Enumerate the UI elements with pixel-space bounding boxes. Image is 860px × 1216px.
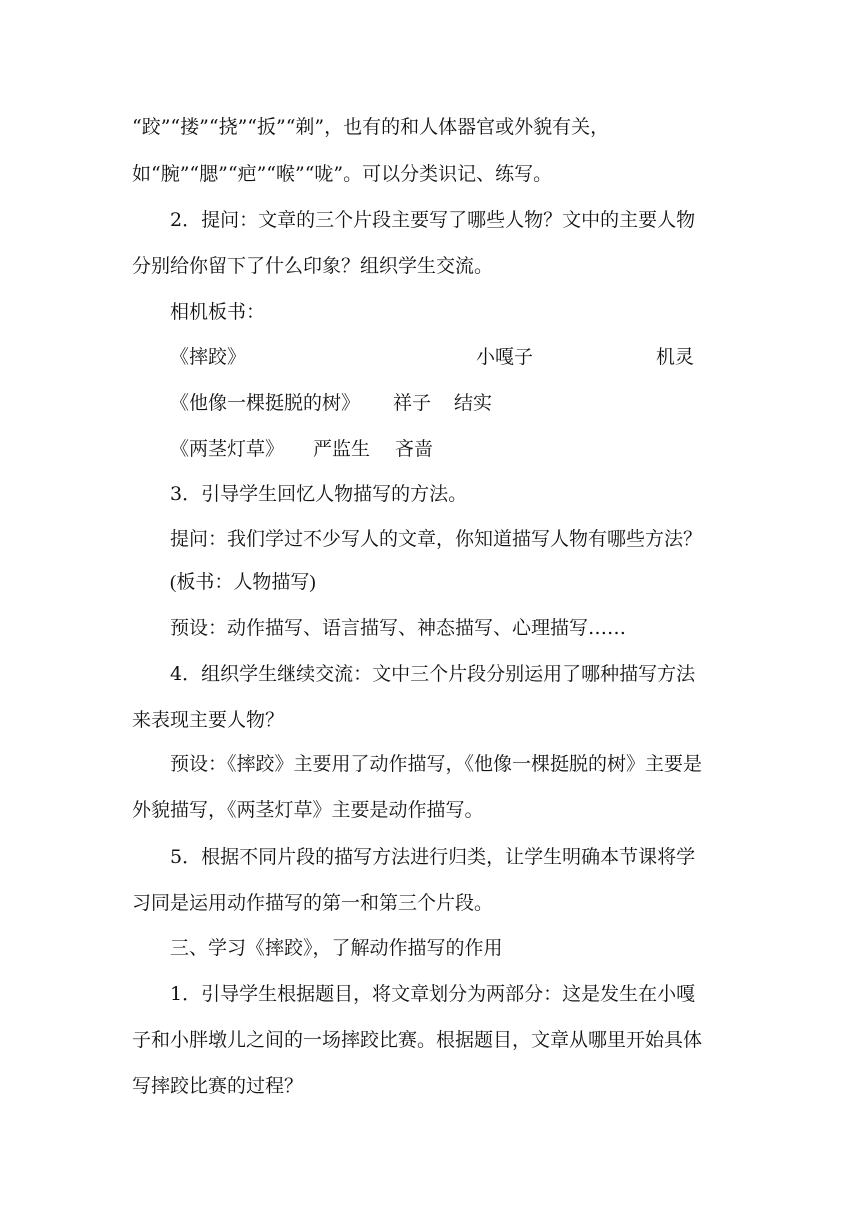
board-heading: 相机板书： — [170, 301, 266, 323]
board-text-title: 《摔跤》 — [170, 346, 247, 368]
paragraph-line: “跤”“搂”“挠”“扳”“剃”，也有的和人体器官或外貌有关， — [132, 116, 610, 138]
paragraph-line: 习同是运用动作描写的第一和第三个片段。 — [132, 892, 494, 914]
paragraph-line: 来表现主要人物？ — [132, 709, 285, 731]
board-character-name: 祥子 — [393, 392, 432, 414]
paragraph-line: 4．组织学生继续交流：文中三个片段分别运用了哪种描写方法 — [170, 663, 696, 685]
board-character-name: 小嘎子 — [476, 346, 534, 368]
paragraph-line: 3．引导学生回忆人物描写的方法。 — [170, 483, 468, 505]
paragraph-line: 5．根据不同片段的描写方法进行归类，让学生明确本节课将学 — [170, 846, 696, 868]
board-character-name: 严监生 — [313, 438, 371, 460]
paragraph-line: 预设：《摔跤》主要用了动作描写，《他像一棵挺脱的树》主要是 — [170, 753, 703, 775]
paragraph-line: 外貌描写，《两茎灯草》主要是动作描写。 — [132, 799, 484, 821]
paragraph-line: 1．引导学生根据题目，将文章划分为两部分：这是发生在小嘎 — [170, 983, 696, 1005]
section-heading: 三、学习《摔跤》，了解动作描写的作用 — [170, 937, 503, 959]
paragraph-line: 子和小胖墩儿之间的一场摔跤比赛。根据题目，文章从哪里开始具体 — [132, 1029, 703, 1051]
board-character-trait: 结实 — [454, 392, 493, 414]
board-text-title: 《他像一棵挺脱的树》 — [170, 392, 361, 414]
paragraph-line: 分别给你留下了什么印象？组织学生交流。 — [132, 255, 494, 277]
paragraph-line: 2．提问：文章的三个片段主要写了哪些人物？文中的主要人物 — [170, 209, 696, 231]
paragraph-line: 如“腕”“腮”“疤”“喉”“咙”。可以分类识记、练写。 — [132, 163, 553, 185]
board-character-trait: 吝啬 — [395, 438, 434, 460]
paragraph-line: (板书：人物描写) — [170, 572, 316, 593]
paragraph-line: 预设：动作描写、语言描写、神态描写、心理描写…… — [170, 617, 627, 639]
paragraph-line: 提问：我们学过不少写人的文章，你知道描写人物有哪些方法？ — [170, 528, 703, 550]
paragraph-line: 写摔跤比赛的过程？ — [132, 1075, 304, 1097]
board-text-title: 《两茎灯草》 — [170, 438, 285, 460]
board-character-trait: 机灵 — [656, 346, 695, 368]
